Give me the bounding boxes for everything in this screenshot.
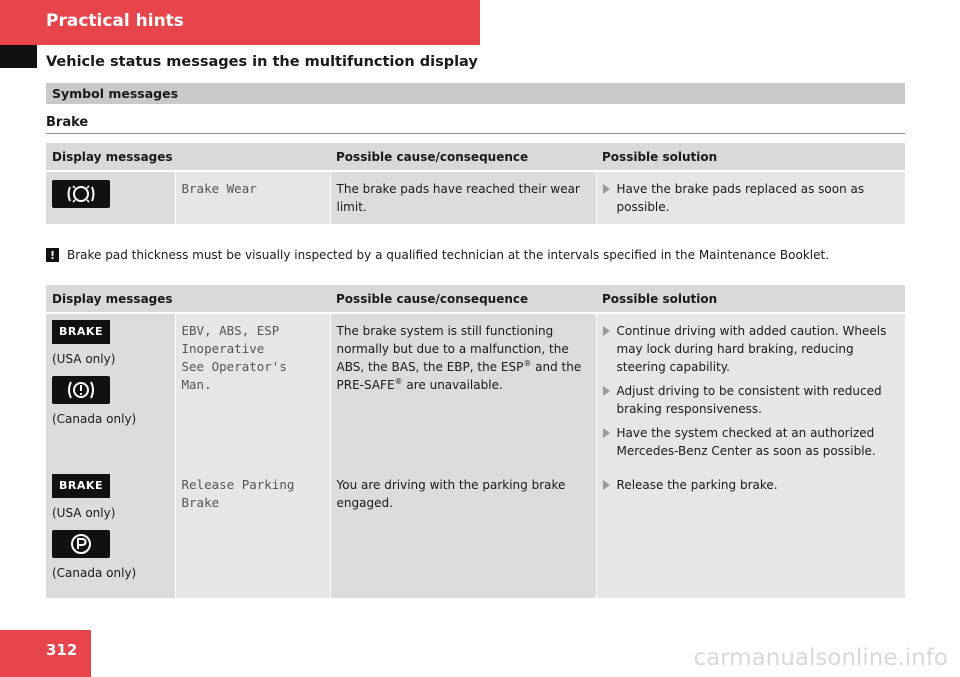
cause-text: The brake pads have reached their wear limit. [330, 171, 596, 224]
header-black-tab [0, 45, 37, 68]
notice [46, 248, 829, 262]
group-label: Brake [46, 115, 89, 130]
solution-item: Continue driving with added caution. Wheels may lock during hard braking, reducing steering capability. [603, 322, 900, 376]
section-title: Symbol messages [52, 86, 179, 101]
canada-note: (Canada only) [52, 412, 137, 426]
table-row [46, 171, 905, 224]
display-message: EBV, ABS, ESP Inoperative See Operator's Man. [175, 313, 330, 468]
solution-item: Have the system checked at an authorized Mercedes-Benz Center as soon as possible. [603, 424, 900, 460]
table-row [46, 313, 905, 468]
bullet-arrow-icon [603, 480, 610, 490]
table-header-row [46, 143, 905, 171]
usa-note: (USA only) [52, 352, 116, 366]
notice-text: Brake pad thickness must be visually inspected by a qualified technician at the intervals specified in the Maintenance Booklet. [67, 248, 830, 262]
divider [46, 133, 905, 134]
canada-note: (Canada only) [52, 566, 137, 580]
section-bar [46, 83, 905, 104]
solution-item: Release the parking brake. [603, 476, 900, 494]
brake-wear-icon [52, 180, 110, 208]
watermark: carmanualsonline.info [693, 645, 948, 671]
symbol-cell [46, 171, 175, 224]
display-message: Release Parking Brake [175, 468, 330, 598]
solution-item: Have the brake pads replaced as soon as possible. [603, 180, 900, 216]
col-header-solution: Possible solution [596, 285, 905, 313]
symbol-cell [46, 468, 175, 598]
col-header-display: Display messages [46, 285, 330, 313]
symbol-cell [46, 313, 175, 468]
page-number: 312 [46, 641, 78, 659]
table-header-row [46, 285, 905, 313]
col-header-display: Display messages [46, 143, 330, 171]
brake-warning-icon [52, 376, 110, 404]
warning-icon: ! [46, 248, 59, 262]
solution-item: Adjust driving to be consistent with reduced braking responsiveness. [603, 382, 900, 418]
brake-wear-table [46, 143, 905, 224]
col-header-cause: Possible cause/consequence [330, 143, 596, 171]
col-header-cause: Possible cause/consequence [330, 285, 596, 313]
bullet-arrow-icon [603, 428, 610, 438]
col-header-solution: Possible solution [596, 143, 905, 171]
solution-cell [596, 171, 905, 224]
page-section-title: Practical hints [46, 11, 184, 31]
display-message: Brake Wear [175, 171, 330, 224]
parking-brake-icon [52, 530, 110, 558]
cause-text: The brake system is still functioning normally but due to a malfunction, the ABS, the BAS, the EBP, the ESP® and the PRE-SAFE® are unavailable. [330, 313, 596, 468]
bullet-arrow-icon [603, 386, 610, 396]
solution-cell [596, 313, 905, 468]
solution-cell [596, 468, 905, 598]
page-title: Vehicle status messages in the multifunction display [46, 54, 478, 70]
usa-note: (USA only) [52, 506, 116, 520]
brake-badge: BRAKE [52, 320, 110, 344]
bullet-arrow-icon [603, 326, 610, 336]
table-row [46, 468, 905, 598]
cause-text: You are driving with the parking brake engaged. [330, 468, 596, 598]
bullet-arrow-icon [603, 184, 610, 194]
brake-system-table [46, 285, 905, 598]
brake-badge: BRAKE [52, 474, 110, 498]
